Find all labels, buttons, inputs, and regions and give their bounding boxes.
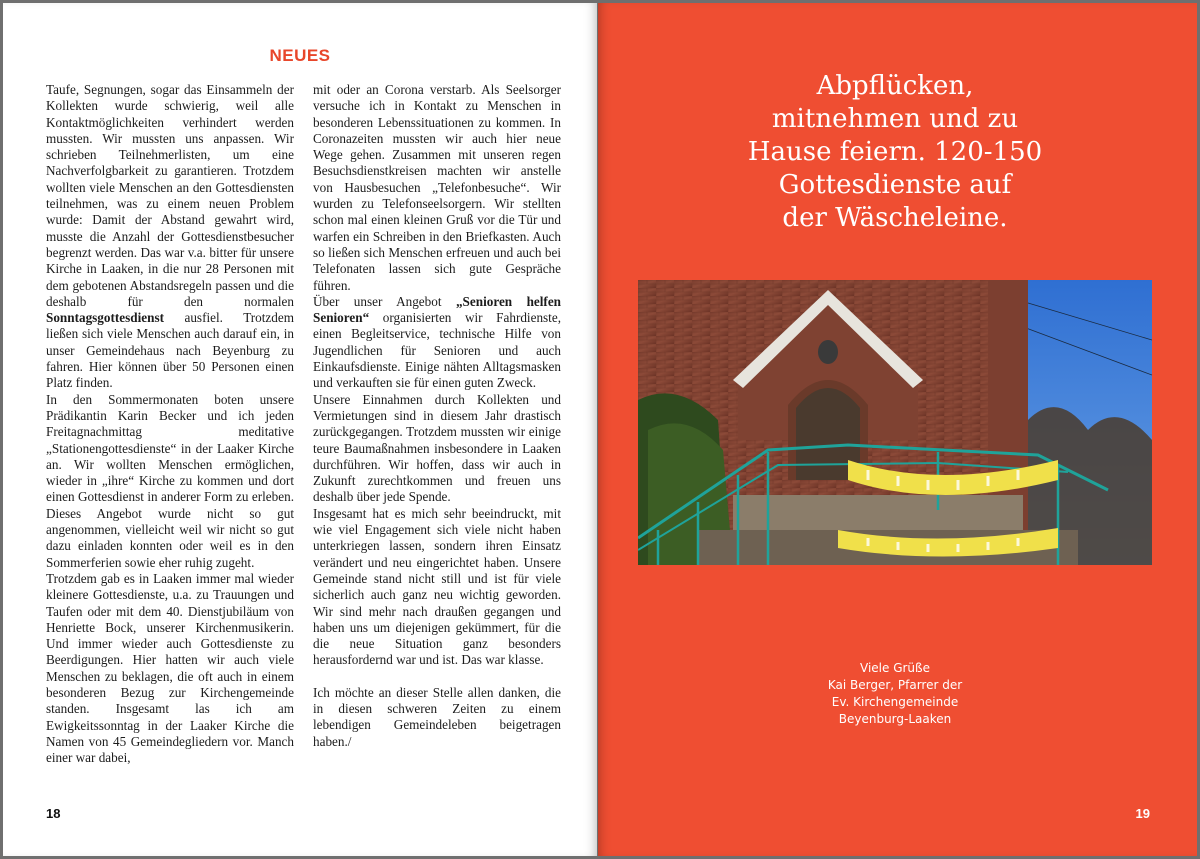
paragraph: Insgesamt hat es mich sehr beeindruckt, mit wie viel Engagement sich viele nicht haben unterkriegen lassen, sondern ihren Einsatz verändert und neu eingerichtet haben. Unsere Gemeinde stand nicht still und ist für viele sicherlich auch ganz neu wichtig geworden. Wir sind mehr nach draußen gegangen und haben uns um diejenigen gekümmert, für die die neue Situation ganz besonders herausfordernd war und ist. Das war klasse. — [313, 505, 561, 668]
left-page — [3, 3, 597, 856]
headline: Abpflücken, mitnehmen und zu Hause feiern. 120-150 Gottesdienste auf der Wäscheleine. — [747, 71, 1043, 233]
text-column-1 — [46, 82, 294, 766]
paragraph: Ich möchte an dieser Stelle allen danken, die in diesen schweren Zeiten zu einem lebendigen Gemeindeleben beigetragen haben./ — [313, 684, 561, 749]
paragraph: Über unser Angebot „Senioren helfen Senioren“ organisierten wir Fahrdienste, einen Begleitservice, technische Hilfe von Jugendlichen für Senioren und auch Einkaufsdienste. Einige nähten Alltagsmasken und verkauften sie für einen guten Zweck. — [313, 293, 562, 391]
paragraph: Taufe, Segnungen, sogar das Einsammeln der Kollekten wurde schwierig, weil alle Kontaktmöglichkeiten verhindert werden mussten. Wir mussten uns anpassen. Wir schrieben Teilnehmerlisten, um eine Nachverfolgbarkeit zu garantieren. Trotzdem wollten viele Menschen an den Gottesdiensten teilnehmen, was zu einem neuen Problem wurde: Damit der Abstand gewahrt wird, musste die Anzahl der Gottesdienstbesucher begrenzt werden. Das war v.a. bitter für unsere Kirche in Laaken, in die nur 28 Personen mit dem gebotenen Abstandsregeln passen und die deshalb für den normalen Sonntagsgottesdienst ausfiel. Trotzdem ließen sich viele Menschen auch darauf ein, in unser Gemeindehaus nach Beyenburg zu fahren. Hier können über 50 Personen einen Platz finden. — [46, 82, 294, 391]
section-label: NEUES — [269, 46, 331, 65]
signoff: Viele Grüße Kai Berger, Pfarrer der Ev. Kirchengemeinde Beyenburg-Laaken — [827, 661, 963, 726]
bold-term: „Senioren helfen Senioren“ — [313, 293, 562, 326]
page-number: 19 — [1135, 806, 1150, 821]
church-photo — [638, 280, 1152, 565]
paragraph: Unsere Einnahmen durch Kollekten und Vermietungen sind in diesem Jahr drastisch zurückgegangen. Trotzdem mussten wir einige teure Baumaßnahmen insbesondere in Laaken durchführen. Wir hoffen, dass wir auch in Zukunft zurechtkommen und freuen uns deshalb über jede Spende. — [313, 391, 561, 505]
paragraph: Trotzdem gab es in Laaken immer mal wieder kleinere Gottesdienste, u.a. zu Trauungen und Taufen oder mit dem 40. Dienstjubiläum von Henriette Bock, unserer Kirchenmusikerin. Und immer wieder auch Gottesdienste zu Beerdigungen. Hier hatten wir auch viele Menschen zu beklagen, die oft auch in einem besonderen Bezug zur Kirchengemeinde standen. Insgesamt las ich am Ewigkeitssonntag in der Laaker Kirche die Namen von 45 Gemeindegliedern vor. Manch einer war dabei, — [46, 570, 294, 766]
text-column-2 — [313, 82, 561, 750]
paragraph: In den Sommermonaten boten unsere Prädikantin Karin Becker und ich jeden Freitagnachmittag meditative „Stationengottesdienste“ in der Laaker Kirche an. Wir wollten Menschen ermöglichen, wieder in „ihre“ Kirche zu kommen und dort einen Gottesdienst in anderer Form zu erleben. Dieses Angebot wurde nicht so gut angenommen, vielleicht weil wir nicht so gut dazu einladen konnten oder weil es in den Sommerferien sowie eher ruhig zugeht. — [46, 391, 294, 570]
bold-term: Sonntagsgottesdienst — [46, 310, 164, 326]
page-number: 18 — [46, 806, 61, 821]
paragraph: mit oder an Corona verstarb. Als Seelsorger versuche ich in Kontakt zu Menschen in besonderen Lebenssituationen zu kommen. In Coronazeiten mussten wir auch hier neue Wege gehen. Zusammen mit unseren regen Besuchsdienstkreisen machten wir anstelle von Hausbesuchen „Telefonbesuche“. Wir wurden zu Telefonseelsorgern. Wir stellten schon mal einen kleinen Gruß vor die Tür und warfen ein Schreiben in den Briefkasten. Auch so ließen sich Menschen erfreuen und auch bei Telefonaten lassen sich gute Gespräche führen. — [313, 82, 561, 293]
